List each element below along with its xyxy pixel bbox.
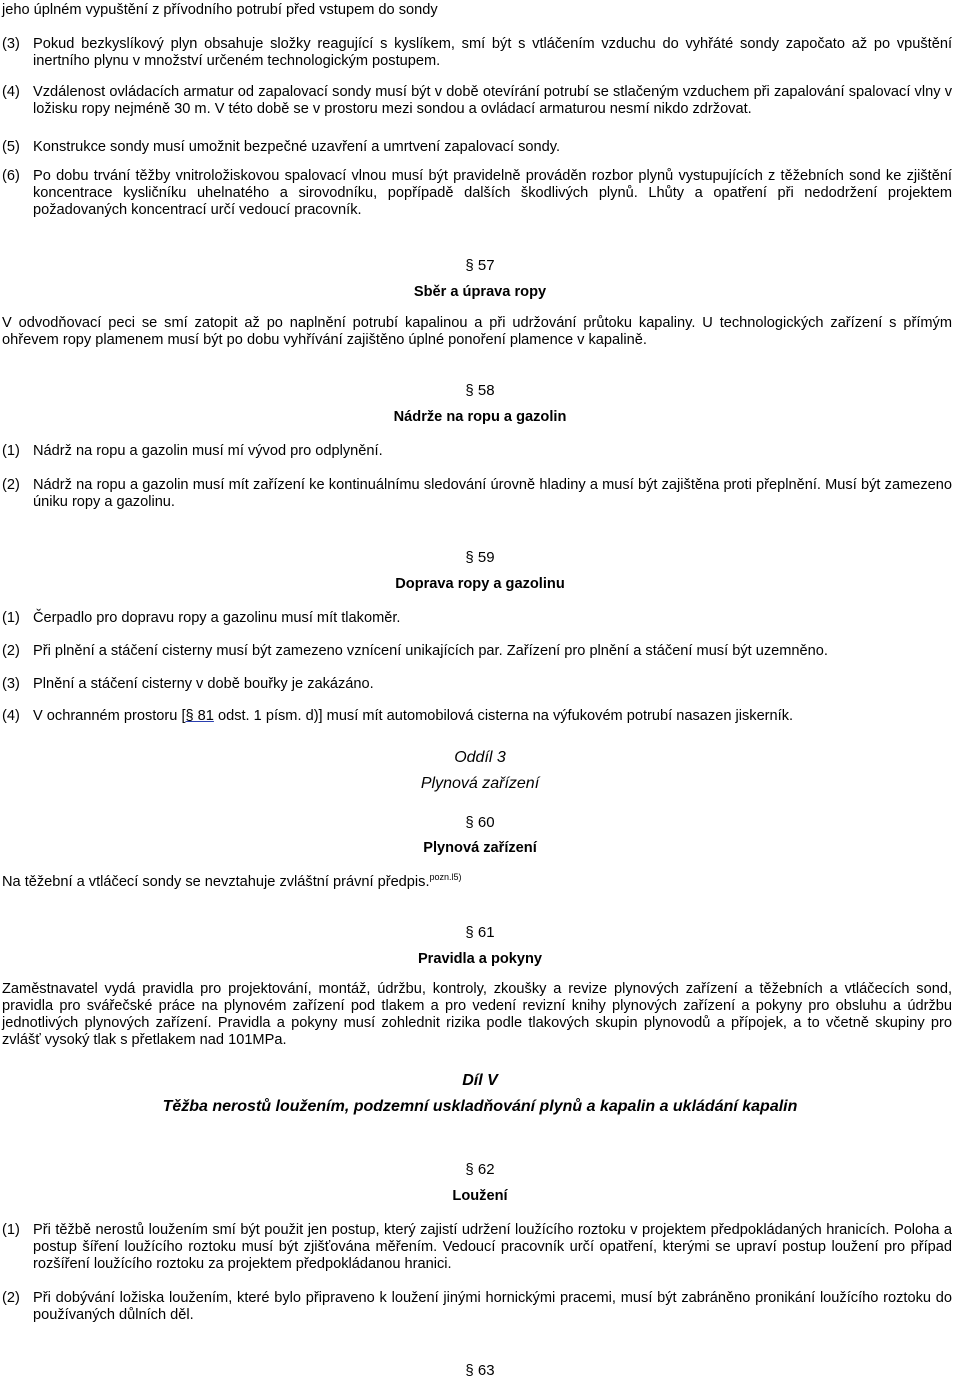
item-text-end: odst. 1 písm. d)] musí mít automobilová cisterna na výfukovém potrubí nasazen jiskerník. xyxy=(213,708,794,724)
section-number: § 57 xyxy=(465,257,495,274)
top-line: jeho úplném vypuštění z přívodního potrubí před vstupem do sondy xyxy=(2,2,438,18)
section-text: V odvodňovací peci se smí zatopit až po naplnění potrubí kapalinou a při udržování průtoku kapaliny. U technologických zařízení s přímým ohřevem ropy plamenem musí být po dobu vyhřívání zajištěno úplné ponoření plamence v kapalině. xyxy=(2,315,952,348)
item-text: Vzdálenost ovládacích armatur od zapalovací sondy musí být v době otevírání potrubí se stlačeným vzduchem při zapalování spalovací vlny v ložisku ropy nejméně 30 m. V této době se v prostoru mezi sondou a ovládací armaturou nesmí nikdo zdržovat. xyxy=(33,84,952,117)
section-title: Sběr a úprava ropy xyxy=(413,284,547,300)
section-number: § 63 xyxy=(465,1362,495,1379)
item-number: (2) xyxy=(2,1290,20,1306)
section-title: Doprava ropy a gazolinu xyxy=(395,576,565,592)
item-text xyxy=(33,708,952,725)
item-text: Nádrž na ropu a gazolin musí mít zařízení ke kontinuálnímu sledování úrovně hladiny a musí být zajištěna proti přeplnění. Musí být zamezeno úniku ropy a gazolinu. xyxy=(33,477,952,510)
item-number: (4) xyxy=(2,708,20,724)
section-number: § 58 xyxy=(465,382,495,399)
section-number: § 62 xyxy=(465,1161,495,1178)
item-number: (1) xyxy=(2,1222,20,1238)
item-text: Nádrž na ropu a gazolin musí mí vývod pro odplynění. xyxy=(33,443,383,459)
item-text: Po dobu trvání těžby vnitroložiskovou spalovací vlnou musí být pravidelně prováděn rozbor plynů vystupujících z těžebních sond ke zjištění koncentrace kysličníku uhelnatého a sirovodníku, popřípadě dalších škodlivých plynů. Lhůty a opatření při nedodržení projektem požadovaných koncentrací určí vedoucí pracovník. xyxy=(33,168,952,218)
item-text: Při dobývání ložiska loužením, které bylo připraveno k loužení jinými hornickými pracemi, musí být zabráněno pronikání loužícího roztoku do používaných důlních děl. xyxy=(33,1290,952,1323)
section-text-body: Na těžební a vtláčecí sondy se nevztahuje zvláštní právní předpis. xyxy=(2,874,430,890)
section-number: § 61 xyxy=(465,924,495,941)
item-text: Při těžbě nerostů loužením smí být použit jen postup, který zajistí udržení loužícího roztoku v projektem předpokládaných hranicích. Poloha a postup šíření loužícího roztoku musí být zjišťována měřením. Vedoucí pracovník určí opatření, kterými se upraví postup loužení pro případ rozšíření loužícího roztoku za projektem předpokládanou hranici. xyxy=(33,1222,952,1272)
item-text: Konstrukce sondy musí umožnit bezpečné uzavření a umrtvení zapalovací sondy. xyxy=(33,139,560,155)
item-number: (1) xyxy=(2,443,20,459)
item-number: (4) xyxy=(2,84,20,100)
section-title: Loužení xyxy=(452,1188,508,1204)
item-text-start: V ochranném prostoru [ xyxy=(33,708,186,724)
section-81-link[interactable]: § 81 xyxy=(185,708,214,724)
item-text: Plnění a stáčení cisterny v době bouřky je zakázáno. xyxy=(33,676,374,692)
section-number: § 60 xyxy=(465,814,495,831)
part-subtitle: Těžba nerostů loužením, podzemní uskladňování plynů a kapalin a ukládání kapalin xyxy=(162,1098,798,1115)
item-number: (2) xyxy=(2,643,20,659)
item-number: (1) xyxy=(2,610,20,626)
item-number: (3) xyxy=(2,36,20,52)
item-number: (5) xyxy=(2,139,20,155)
item-number: (2) xyxy=(2,477,20,493)
section-text: Zaměstnavatel vydá pravidla pro projektování, montáž, údržbu, kontroly, zkoušky a revize plynových zařízení a těžebních a vtláčecích sond, pravidla pro svářečské práce na plynovém zařízení pod tlakem a pro vedení revizní knihy plynových zařízení a pokyny pro obsluhu a údržbu jednotlivých plynových zařízení. Pravidla a pokyny musí zohlednit rizika podle tlakových skupin plynovodů a přípojek, a to včetně skupiny pro zvlášť vysoký tlak s přetlakem nad 101MPa. xyxy=(2,981,952,1048)
item-number: (3) xyxy=(2,676,20,692)
item-text: Při plnění a stáčení cisterny musí být zamezeno vznícení unikajících par. Zařízení pro plnění a stáčení musí být uzemněno. xyxy=(33,643,828,659)
section-title: Plynová zařízení xyxy=(423,840,537,856)
section-number: § 59 xyxy=(465,549,495,566)
subdivision-title: Oddíl 3 xyxy=(454,749,506,766)
footnote-ref: pozn.l5) xyxy=(429,872,462,882)
part-title: Díl V xyxy=(462,1072,498,1089)
item-text: Pokud bezkyslíkový plyn obsahuje složky reagující s kyslíkem, smí být s vtláčením vzduchu do vyhřáté sondy započato až po vpuštění inertního plynu v množství určeném technologickým postupem. xyxy=(33,36,952,69)
section-title: Pravidla a pokyny xyxy=(417,951,543,967)
item-number: (6) xyxy=(2,168,20,184)
section-text xyxy=(2,874,952,891)
section-title: Nádrže na ropu a gazolin xyxy=(393,409,567,425)
item-text: Čerpadlo pro dopravu ropy a gazolinu musí mít tlakoměr. xyxy=(33,610,401,626)
subdivision-subtitle: Plynová zařízení xyxy=(420,775,540,792)
